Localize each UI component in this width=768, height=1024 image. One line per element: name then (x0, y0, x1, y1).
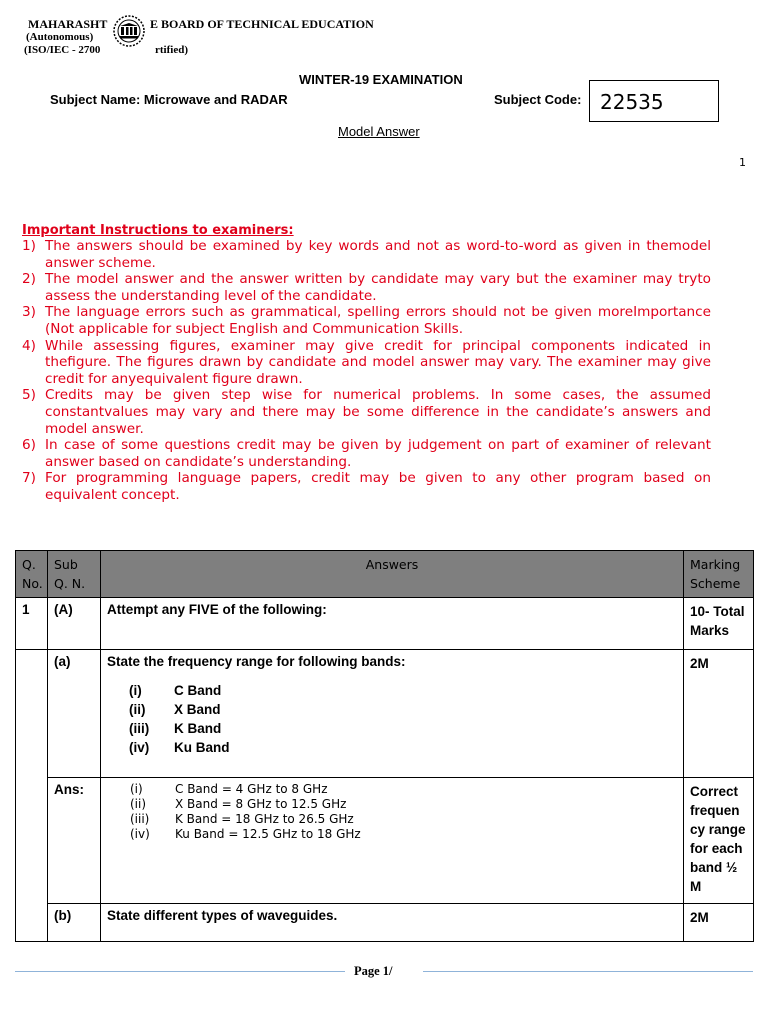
list-item: (i) C Band = 4 GHz to 8 GHz (130, 782, 328, 796)
empty-cell (16, 650, 48, 942)
autonomous-label: (Autonomous) (26, 31, 94, 43)
sub-question: (b) (48, 904, 101, 942)
table-row (16, 598, 754, 650)
marks: 2M (684, 650, 754, 778)
question-number: 1 (16, 598, 48, 650)
footer-divider-right (423, 971, 753, 972)
band-list (129, 681, 677, 757)
model-answer-heading: Model Answer (338, 124, 420, 139)
marks: 2M (684, 904, 754, 942)
msbte-logo-icon (111, 14, 147, 48)
marks: Correct frequen cy range for each band ½ M (684, 778, 754, 904)
header-marking: Marking Scheme (684, 551, 754, 598)
footer-page-label: Page 1/ (354, 964, 393, 978)
subject-code-label: Subject Code: (494, 92, 582, 107)
table-row (16, 778, 754, 904)
answer-list (107, 782, 677, 842)
table-header-row (16, 551, 754, 598)
iso-label-left: (ISO/IEC - 2700 (24, 44, 101, 56)
header-subq: Sub Q. N. (48, 551, 101, 598)
footer-divider-left (15, 971, 345, 972)
question-text: Attempt any FIVE of the following: (101, 598, 684, 650)
board-name-left: MAHARASHT (28, 17, 108, 31)
page-number-top: 1 (739, 156, 746, 169)
list-item: (ii) X Band = 8 GHz to 12.5 GHz (130, 797, 347, 811)
question-text: State different types of waveguides. (101, 904, 684, 942)
header-qno: Q. No. (16, 551, 48, 598)
table-row (16, 650, 754, 778)
instruction-item: 6) In case of some questions credit may be given by judgement on part of examiner of relevant answer based on candidate’s understanding. (22, 437, 711, 470)
answer-table (15, 550, 754, 942)
instruction-item: 7) For programming language papers, credit may be given to any other program based on equivalent concept. (22, 470, 711, 503)
list-item: (iii) K Band (129, 721, 222, 736)
header-answers: Answers (101, 551, 684, 598)
instruction-item: 4) While assessing figures, examiner may give credit for principal components indicated in thefigure. The figures drawn by candidate and model answer may vary. The examiner may give credit for anyequivalent figure drawn. (22, 337, 711, 387)
answer-cell (101, 778, 684, 904)
instruction-item: 5) Credits may be given step wise for numerical problems. In some cases, the assumed constantvalues may vary and there may be some difference in the candidate’s answers and model answer. (22, 387, 711, 437)
list-item: (iv) Ku Band = 12.5 GHz to 18 GHz (130, 827, 361, 841)
board-name-right: E BOARD OF TECHNICAL EDUCATION (150, 17, 374, 31)
sub-question: (a) (48, 650, 101, 778)
instruction-item: 3) The language errors such as grammatical, spelling errors should not be given moreImportance (Not applicable for subject English and Communication Skills. (22, 304, 711, 337)
sub-question: (A) (48, 598, 101, 650)
question-cell (101, 650, 684, 778)
table-row (16, 904, 754, 942)
list-item: (i) C Band (129, 683, 222, 698)
instruction-item: 2) The model answer and the answer written by candidate may vary but the examiner may tryto assess the understanding level of the candidate. (22, 271, 711, 304)
subject-code-box: 22535 (589, 80, 719, 122)
list-item: (ii) X Band (129, 702, 221, 717)
question-text: State the frequency range for following bands: (107, 654, 406, 669)
instruction-item: 1) The answers should be examined by key words and not as word-to-word as given in themodel answer scheme. (22, 238, 711, 271)
instructions-list (0, 238, 711, 504)
answer-label: Ans: (48, 778, 101, 904)
marks: 10- Total Marks (684, 598, 754, 650)
list-item: (iv) Ku Band (129, 740, 230, 755)
list-item: (iii) K Band = 18 GHz to 26.5 GHz (130, 812, 354, 826)
subject-name: Subject Name: Microwave and RADAR (50, 92, 288, 107)
instructions-title: Important Instructions to examiners: (22, 223, 294, 238)
exam-title: WINTER-19 EXAMINATION (299, 72, 463, 87)
iso-label-right: rtified) (155, 44, 188, 56)
